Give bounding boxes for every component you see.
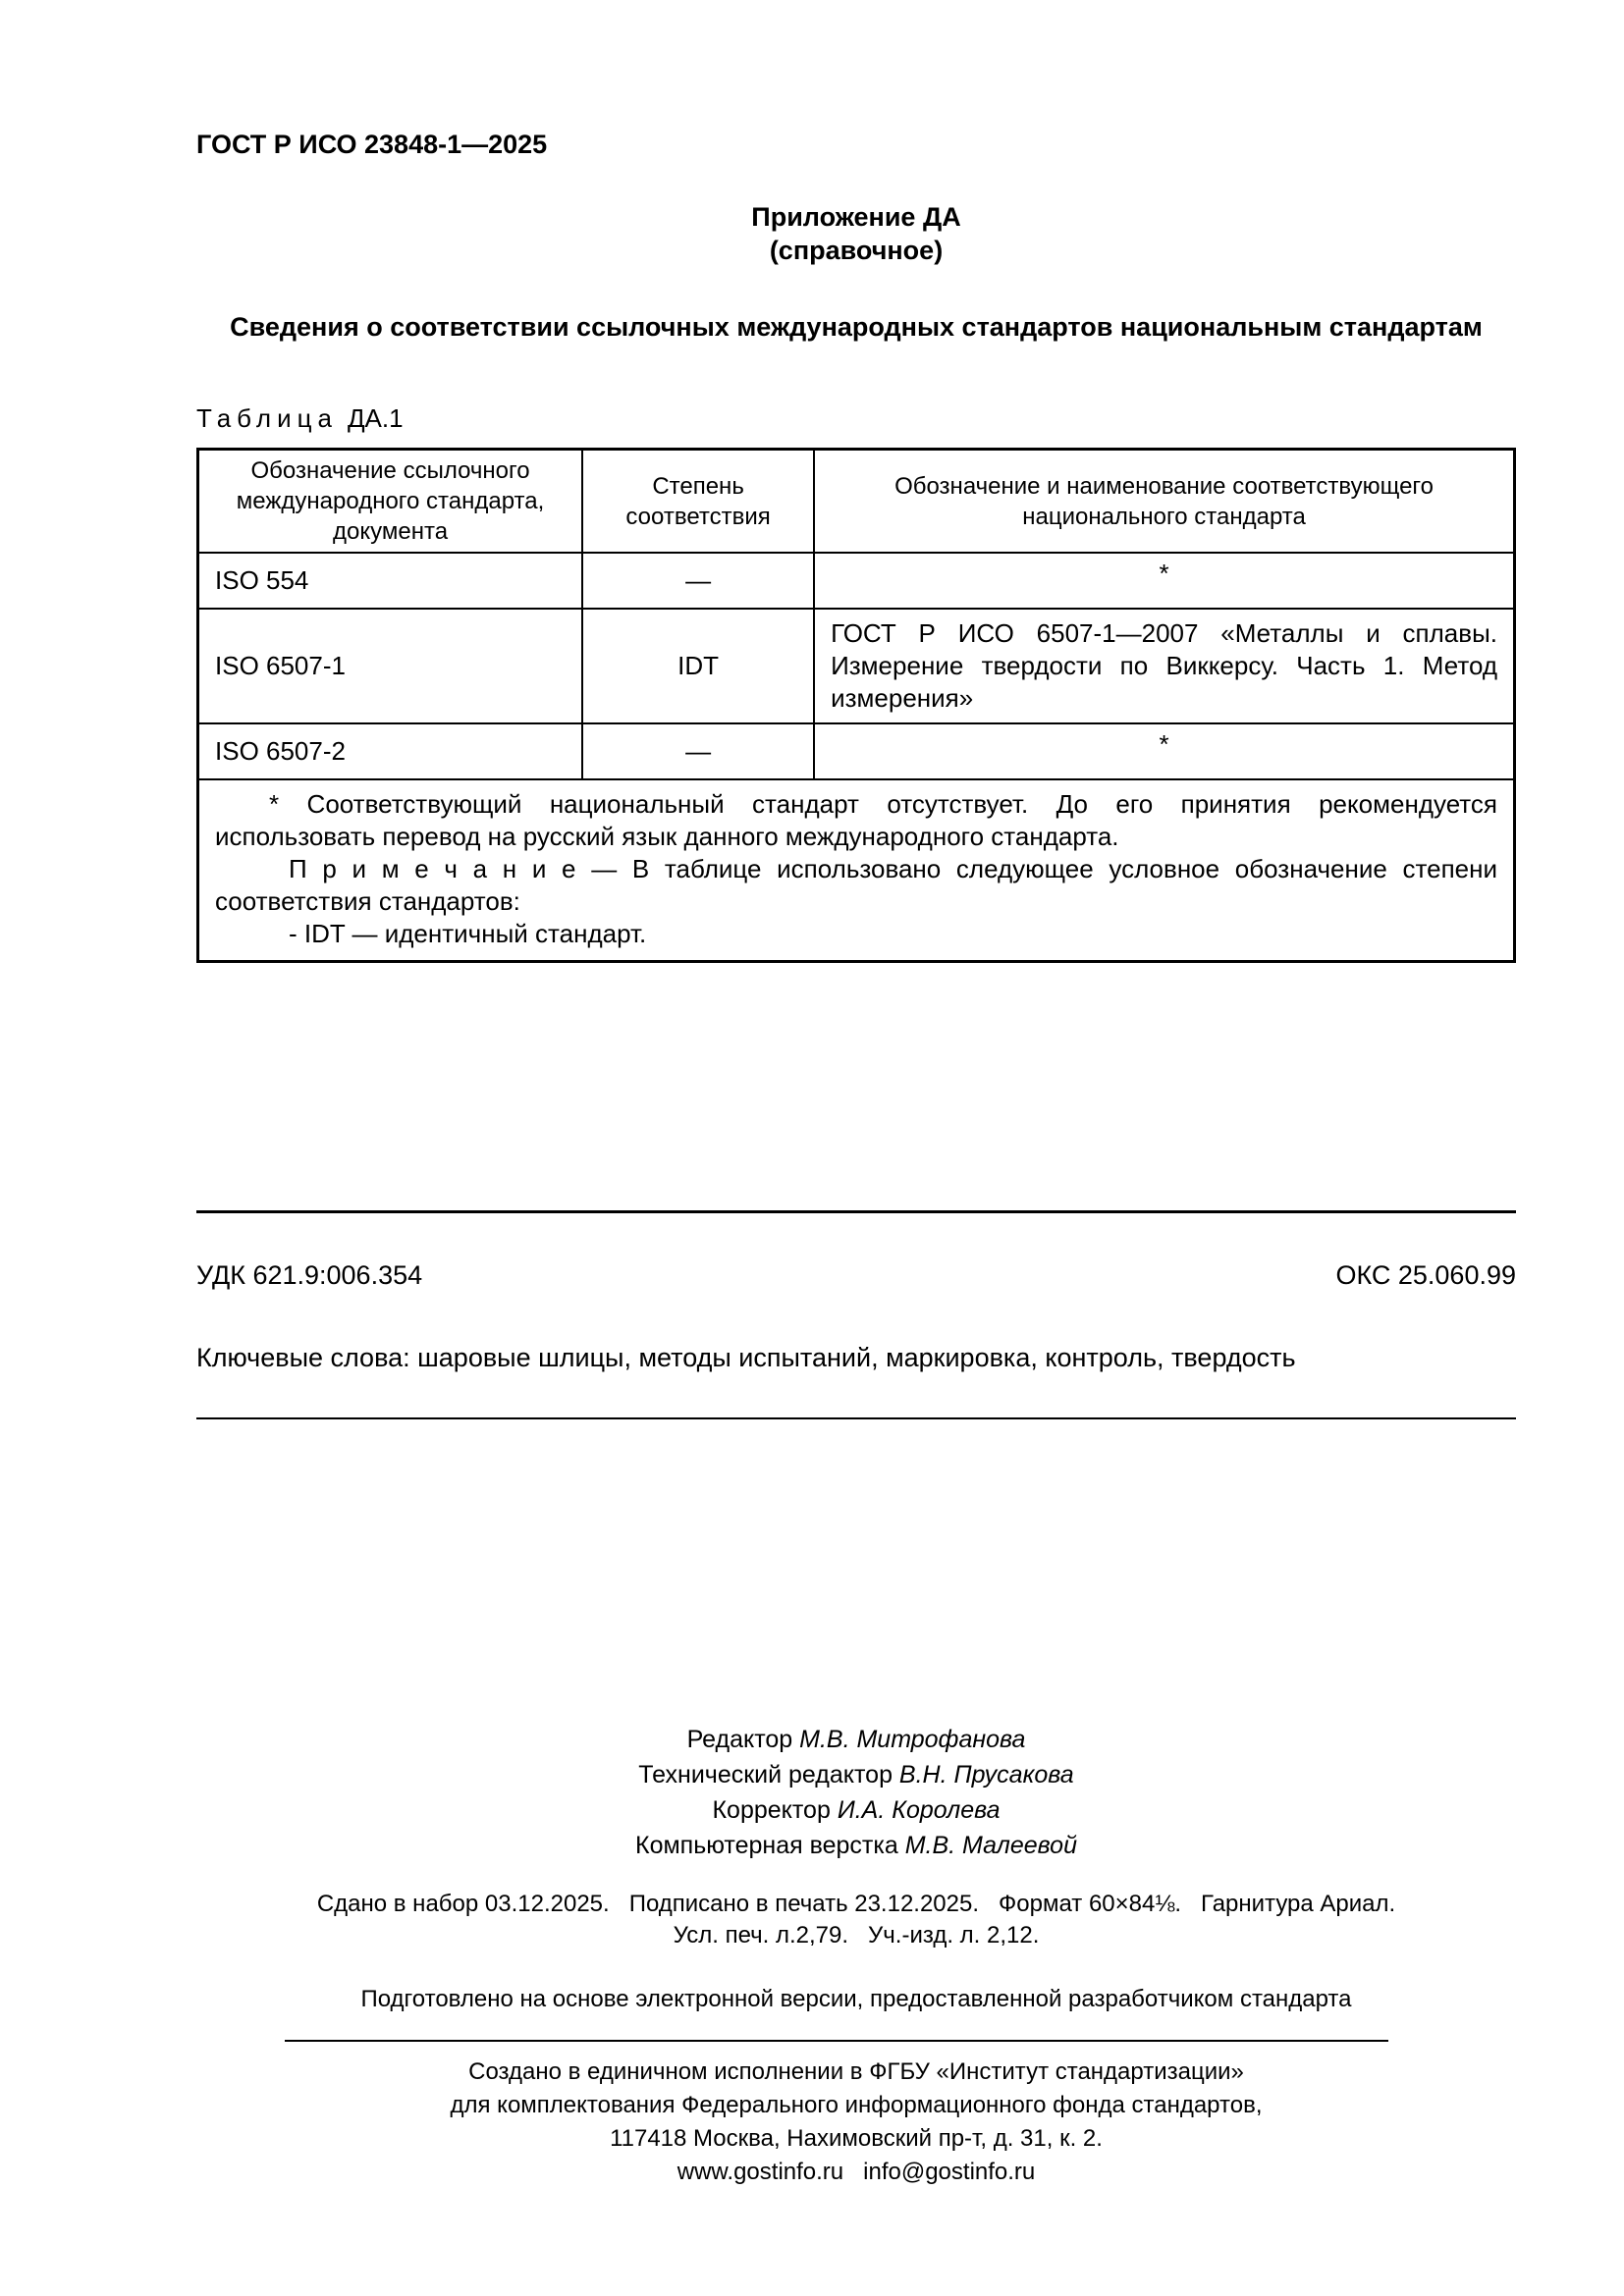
editor-role: Корректор	[712, 1796, 838, 1824]
editor-line	[196, 1722, 1516, 1757]
prepared-note: Подготовлено на основе электронной версии, предоставленной разработчиком стандарта	[360, 1986, 1352, 2012]
cell-national: ГОСТ Р ИСО 6507-1—2007 «Металлы и сплавы. Измерение твердости по Виккерсу. Часть 1. Метод измерения»	[814, 609, 1514, 723]
editor-name: В.Н. Прусакова	[898, 1761, 1074, 1789]
footnote-note-item: - IDT — идентичный стандарт.	[289, 919, 647, 948]
print-info-line2	[196, 1920, 1516, 1951]
table-header-row	[198, 450, 1515, 554]
publisher-footer	[196, 2056, 1516, 2189]
cell-national: *	[814, 553, 1514, 609]
editor-line	[196, 1792, 1516, 1828]
editor-line	[196, 1757, 1516, 1792]
print-signed: Подписано в печать 23.12.2025.	[628, 1891, 980, 1917]
table-caption-word: Таблица	[196, 403, 338, 433]
cell-standard: ISO 6507-1	[198, 609, 583, 723]
footer-line-address: 117418 Москва, Нахимовский пр-т, д. 31, к. 2.	[610, 2125, 1103, 2152]
footer-line-institution: Создано в единичном исполнении в ФГБУ «Институт стандартизации»	[468, 2058, 1244, 2085]
annex-title: Приложение ДА	[751, 202, 961, 232]
cell-degree: IDT	[582, 609, 814, 723]
correspondence-table	[196, 448, 1516, 963]
column-header-degree: Степень соответствия	[582, 450, 814, 554]
cell-standard: ISO 554	[198, 553, 583, 609]
document-code: ГОСТ Р ИСО 23848-1—2025	[196, 130, 548, 159]
keywords-divider	[196, 1417, 1516, 1419]
column-header-standard: Обозначение ссылочного международного стандарта, документа	[198, 450, 583, 554]
table-footnote	[198, 779, 1515, 962]
classification-codes	[196, 1258, 1516, 1292]
table-row	[198, 609, 1515, 723]
footer-contacts	[196, 2156, 1516, 2189]
table-row	[198, 723, 1515, 779]
print-submitted: Сдано в набор 03.12.2025.	[316, 1891, 610, 1917]
cell-degree: —	[582, 723, 814, 779]
footer-website: www.gostinfo.ru	[677, 2159, 844, 2185]
table-caption	[196, 402, 1516, 434]
table-caption-number: ДА.1	[347, 403, 404, 433]
footer-divider	[285, 2040, 1388, 2042]
section-divider	[196, 1210, 1516, 1213]
editor-name: М.В. Малеевой	[904, 1832, 1077, 1859]
table-row	[198, 553, 1515, 609]
cell-standard: ISO 6507-2	[198, 723, 583, 779]
colophon	[196, 1722, 1516, 1863]
editor-name: М.В. Митрофанова	[799, 1726, 1026, 1753]
cell-national: *	[814, 723, 1514, 779]
print-sheets-cond: Усл. печ. л.2,79.	[673, 1922, 849, 1949]
editor-line	[196, 1828, 1516, 1863]
section-heading: Сведения о соответствии ссылочных международных стандартов национальным стандартам	[230, 312, 1483, 342]
print-info	[196, 1889, 1516, 1951]
print-info-line1	[196, 1889, 1516, 1920]
footnote-asterisk-text: * Соответствующий национальный стандарт отсутствует. До его принятия рекомендуется использовать перевод на русский язык данного международного стандарта.	[215, 789, 1497, 851]
print-format: Формат 60×84⅛.	[999, 1891, 1182, 1917]
udk-code: УДК 621.9:006.354	[196, 1260, 423, 1290]
oks-code: ОКС 25.060.99	[1335, 1260, 1516, 1290]
cell-degree: —	[582, 553, 814, 609]
table-footnote-row	[198, 779, 1515, 962]
footer-line-purpose: для комплектования Федерального информационного фонда стандартов,	[450, 2092, 1263, 2118]
footer-email: info@gostinfo.ru	[863, 2159, 1036, 2185]
keywords-line: Ключевые слова: шаровые шлицы, методы испытаний, маркировка, контроль, твердость	[196, 1343, 1296, 1372]
editor-name: И.А. Королева	[837, 1796, 1001, 1824]
column-header-national: Обозначение и наименование соответствующего национального стандарта	[814, 450, 1514, 554]
print-typeface: Гарнитура Ариал.	[1201, 1891, 1396, 1917]
print-sheets-pub: Уч.-изд. л. 2,12.	[868, 1922, 1040, 1949]
annex-subtitle: (справочное)	[769, 236, 944, 265]
editor-role: Технический редактор	[638, 1761, 899, 1789]
editor-role: Редактор	[686, 1726, 800, 1753]
footnote-note-text: П р и м е ч а н и е — В таблице использовано следующее условное обозначение степени соответствия стандартов:	[215, 854, 1497, 916]
editor-role: Компьютерная верстка	[635, 1832, 905, 1859]
